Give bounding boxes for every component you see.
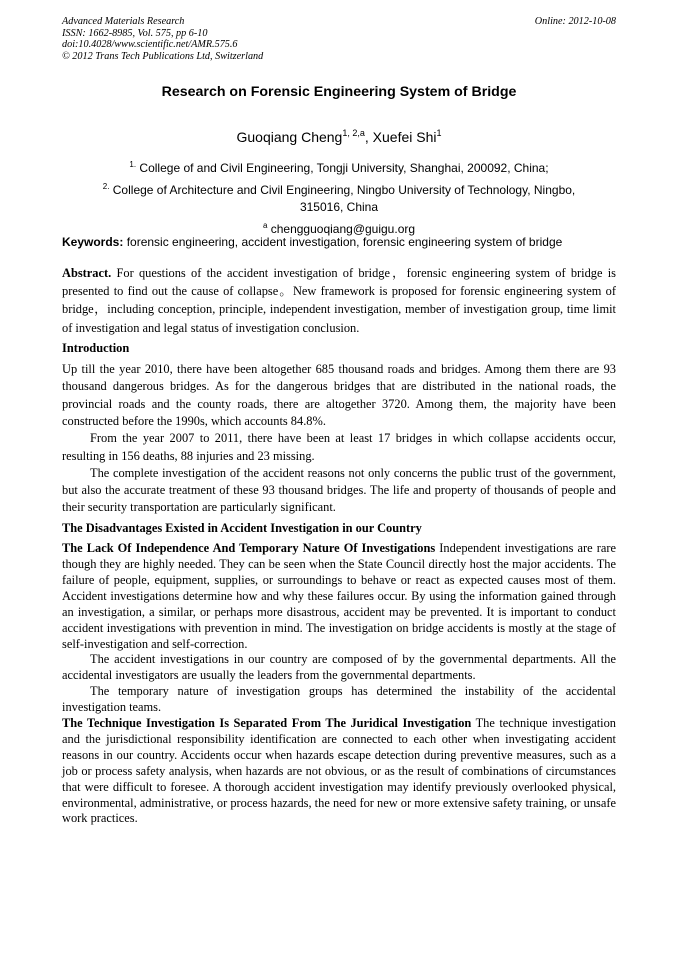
subsection-heading: The Lack Of Independence And Temporary Nature Of Investigations — [62, 541, 436, 556]
abstract — [62, 264, 616, 337]
keywords — [62, 235, 616, 250]
issn-line: ISSN: 1662-8985, Vol. 575, pp 6-10 — [62, 27, 208, 39]
abstract-text: For questions of the accident investigation of bridge，forensic engineering system of bridge is presented to find out the cause of collapse。New framework is proposed for forensic engineering system of bridge，including conception, principle, independent investigation, member of investigation group, time limit of investigation and legal status of investigation conclusion. — [62, 266, 616, 335]
online-date: Online: 2012-10-08 — [534, 16, 616, 27]
affiliation-mark: 2. — [102, 181, 110, 191]
paragraph: From the year 2007 to 2011, there have been at least 17 bridges in which collapse accidents occur, resulting in 156 deaths, 88 injuries and 23 missing. — [62, 431, 616, 463]
affiliation-mark: 1. — [129, 160, 137, 169]
author-name: Guoqiang Cheng — [236, 129, 343, 145]
author-line — [0, 128, 678, 145]
affiliations — [62, 156, 616, 238]
paragraph: The accident investigations in our country are composed of by the governmental departments. All the accidental investigators are usually the leaders from the governmental departments. — [62, 652, 616, 683]
body-text — [62, 264, 616, 827]
journal-name: Advanced Materials Research — [62, 16, 185, 27]
paper-title: Research on Forensic Engineering System of Bridge — [161, 84, 517, 100]
paragraph-text: Independent investigations are rare though they are highly needed. They can be seen when the State Council directly host the major accidents. The failure of people, equipment, supplies, or surroundings to behave or react as expected causes most of them. Accident investigations determine how and why these failures occur. By using the information gained through an investigation, a similar, or perhaps more disastrous, accident may be prevented. It is important to conduct accident investigations with prevention in mind. The investigation on bridge accidents is mostly at the stage of self-investigation and self-correction. — [62, 541, 616, 651]
author-name: Xuefei Shi — [372, 129, 437, 145]
author-separator: , — [364, 129, 373, 145]
journal-header — [62, 16, 616, 62]
paragraph — [62, 716, 616, 827]
paragraph: The complete investigation of the accident reasons not only concerns the public trust of the government, but also the accurate treatment of these 93 thousand bridges. The life and property of thousands of people and their security transportation are particularly significant. — [62, 465, 616, 515]
affiliation-text: College of Architecture and Civil Engineering, Ningbo University of Technology, Ningbo, — [112, 182, 576, 197]
paragraph: Up till the year 2010, there have been altogether 685 thousand roads and bridges. Among them there are 93 thousand dangerous bridges. As for the dangerous bridges that are distributed in the national roads, the provincial roads and the county roads, there are altogether 3720. Among them, the majority have been constructed before the 1990s, which accounts 84.8%. — [62, 362, 616, 428]
section-heading-introduction: Introduction — [62, 340, 130, 355]
author-affiliation-mark: 1, 2,a — [342, 128, 365, 138]
subsection-heading: The Technique Investigation Is Separated From The Juridical Investigation — [62, 716, 472, 731]
keywords-label: Keywords: — [62, 235, 124, 249]
author-email: chengguoqiang@guigu.org — [270, 221, 416, 236]
doi-line: doi:10.4028/www.scientific.net/AMR.575.6 — [62, 39, 238, 51]
keywords-text: forensic engineering, accident investigation, forensic engineering system of bridge — [126, 235, 563, 249]
abstract-label: Abstract. — [62, 266, 112, 280]
affiliation-text: College of and Civil Engineering, Tongji University, Shanghai, 200092, China; — [139, 161, 549, 175]
affiliation-2-cont: 315016, China — [299, 200, 379, 214]
affiliation-1 — [62, 156, 616, 178]
author-affiliation-mark: 1 — [436, 128, 442, 138]
affiliation-2 — [62, 178, 616, 200]
section-heading-disadvantages: The Disadvantages Existed in Accident Investigation in our Country — [62, 520, 422, 535]
copyright-line: © 2012 Trans Tech Publications Ltd, Switzerland — [62, 50, 264, 62]
paragraph: The temporary nature of investigation groups has determined the instability of the accidental investigation teams. — [62, 684, 616, 715]
paragraph — [62, 541, 616, 652]
email-mark: a — [262, 220, 268, 230]
paragraph-text: The technique investigation and the jurisdictional responsibility identification are connected to each other when investigating accident reasons in our country. Accidents occur when hazards escape detection during preventive measures, such as a job or process safety analysis, when hazards are not obvious, or as the result of combinations of circumstances that were difficult to foresee. A thorough accident investigation may identify previously overlooked physical, environmental, administrative, or process hazards, the need for new or more extensive safety training, or unsafe work practices. — [62, 716, 616, 826]
